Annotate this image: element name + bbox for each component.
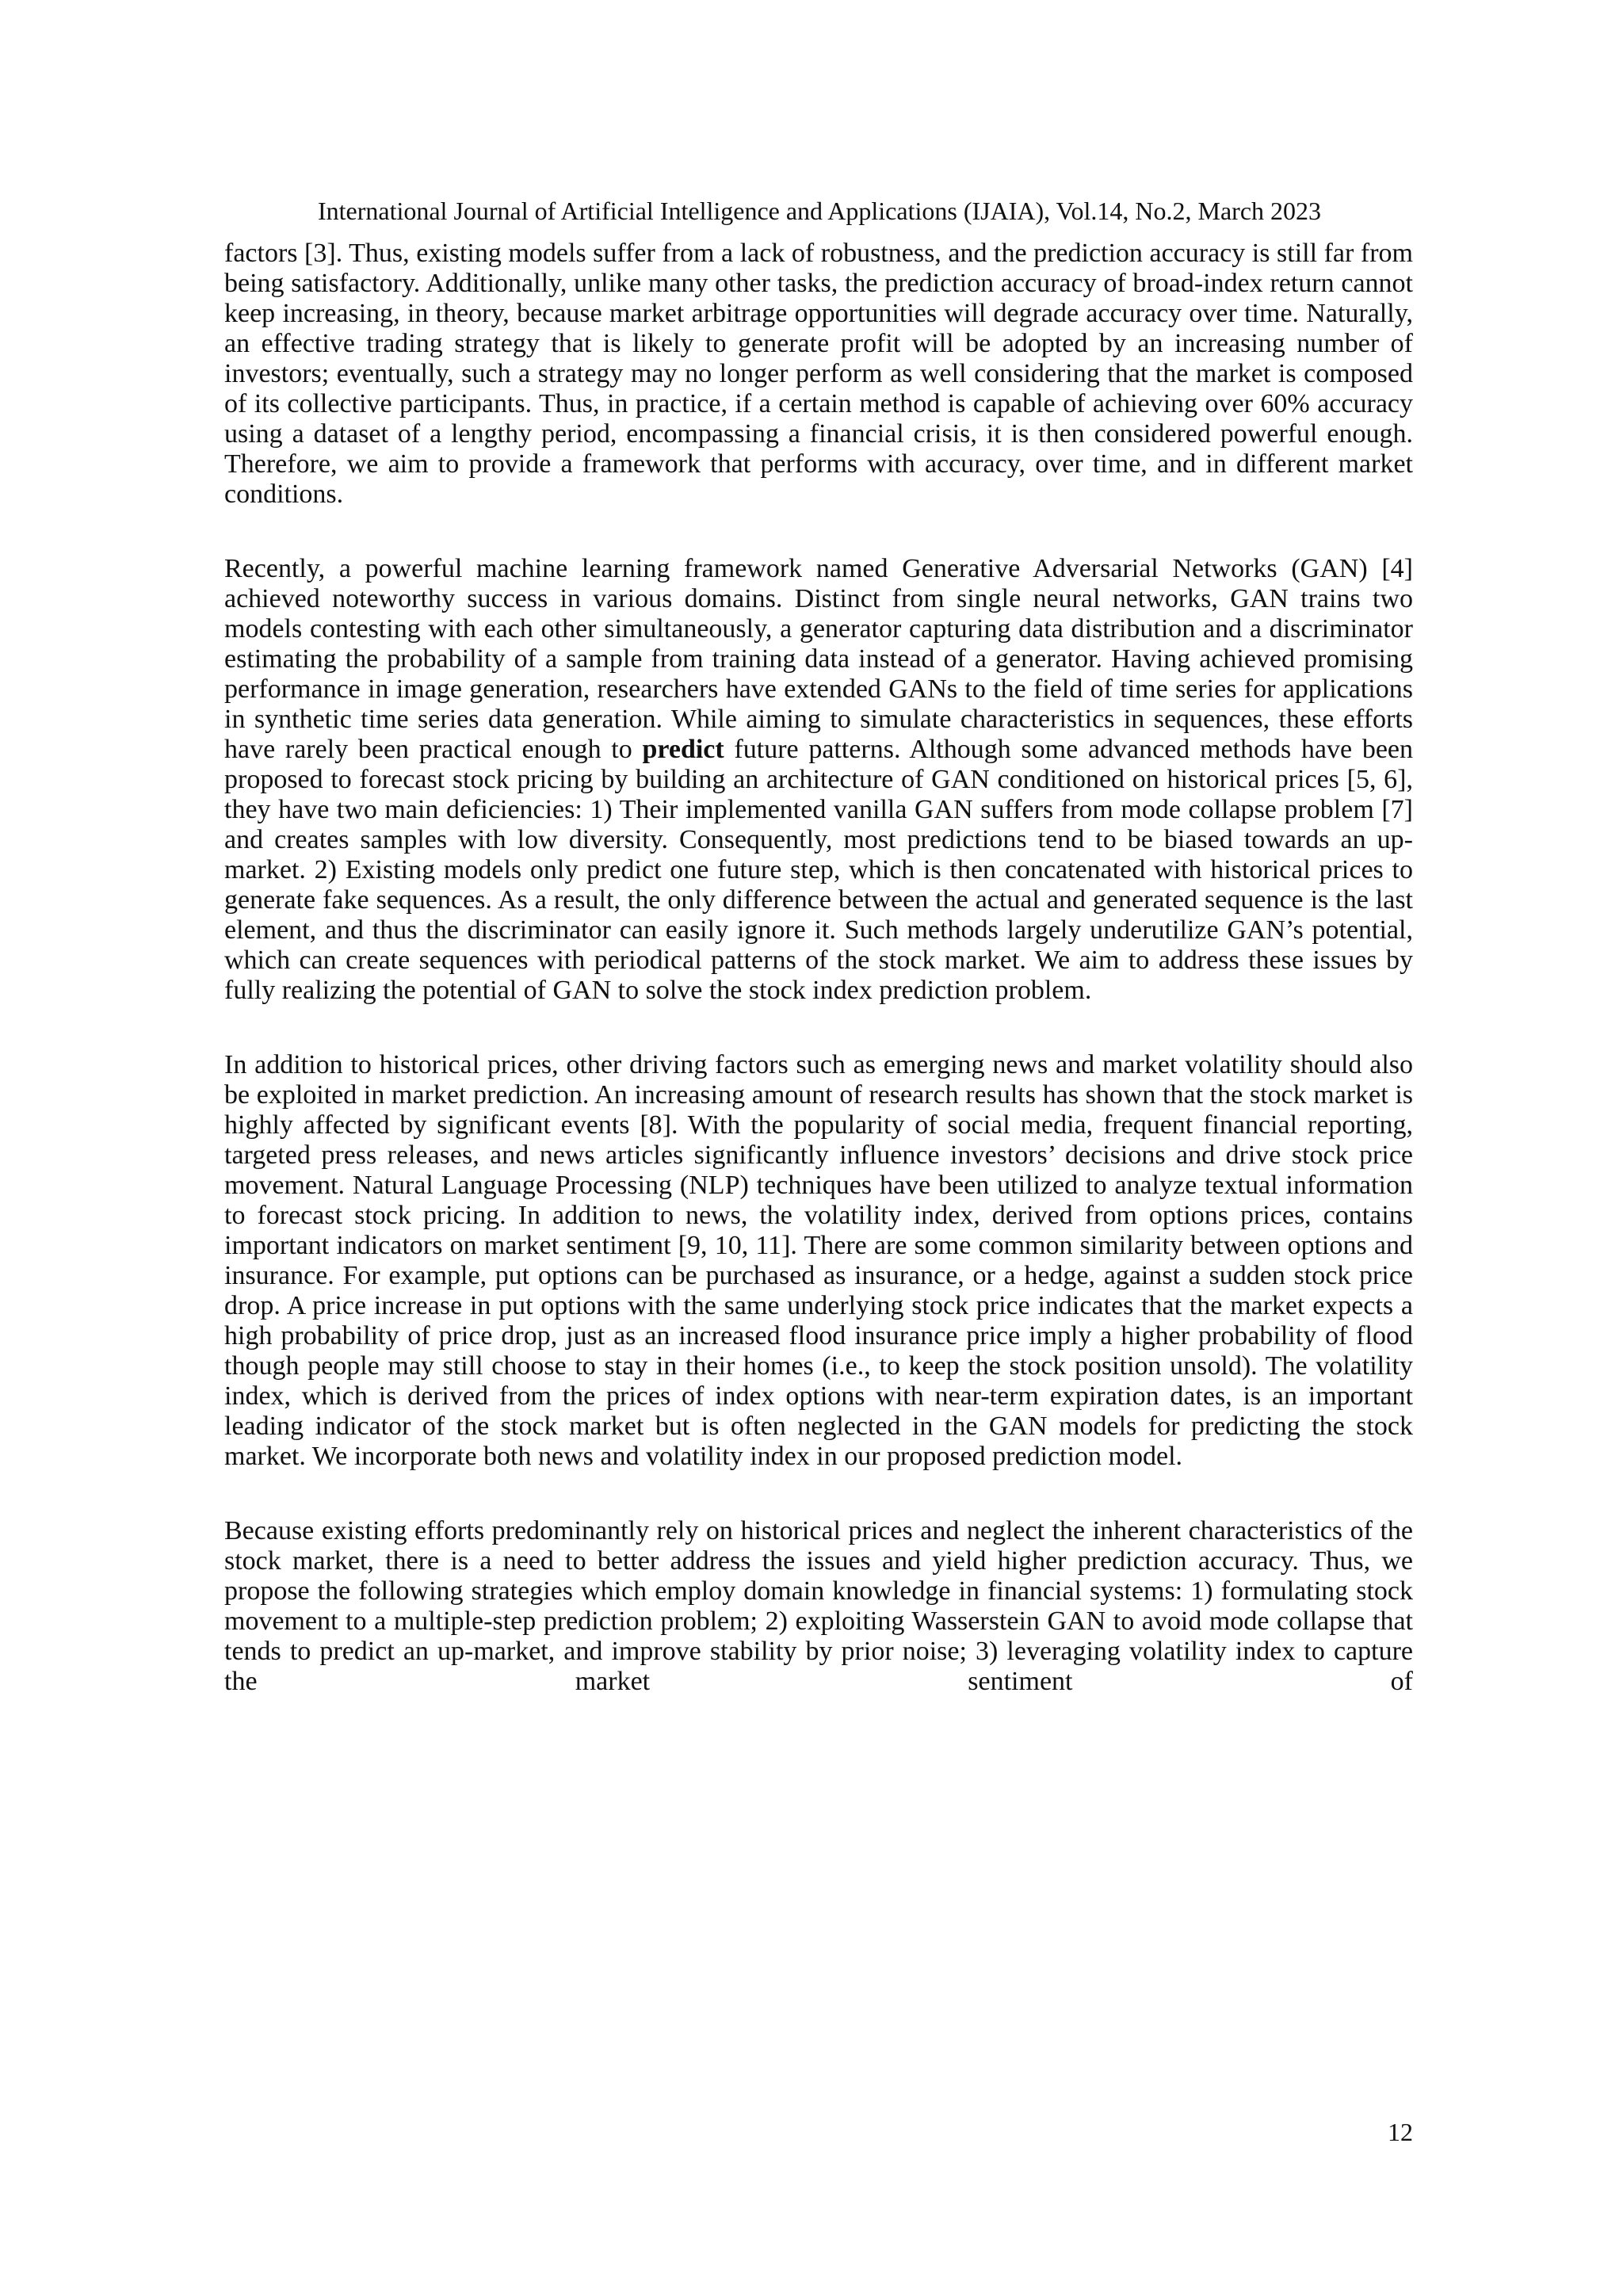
page-number: 12 (1388, 2118, 1413, 2146)
paragraph-gan-background (224, 554, 1413, 1006)
emphasis-predict: predict (642, 735, 724, 764)
body-text (224, 239, 1413, 1697)
paragraph-news-volatility: In addition to historical prices, other driving factors such as emerging news and market volatility should also be exploited in market prediction. An increasing amount of research results has shown that the stock market is highly affected by significant events [8]. With the popularity of social media, frequent financial reporting, targeted press releases, and news articles significantly influence investors’ decisions and drive stock price movement. Natural Language Processing (NLP) techniques have been utilized to analyze textual information to forecast stock pricing. In addition to news, the volatility index, derived from options prices, contains important indicators on market sentiment [9, 10, 11]. There are some common similarity between options and insurance. For example, put options can be purchased as insurance, or a hedge, against a sudden stock price drop. A price increase in put options with the same underlying stock price indicates that the market expects a high probability of price drop, just as an increased flood insurance price imply a higher probability of flood though people may still choose to stay in their homes (i.e., to keep the stock position unsold). The volatility index, which is derived from the prices of index options with near-term expiration dates, is an important leading indicator of the stock market but is often neglected in the GAN models for predicting the stock market. We incorporate both news and volatility index in our proposed prediction model. (224, 1050, 1413, 1471)
paragraph-proposed-strategies: Because existing efforts predominantly rely on historical prices and neglect the inherent characteristics of the stock market, there is a need to better address the issues and yield higher prediction accuracy. Thus, we propose the following strategies which employ domain knowledge in financial systems: 1) formulating stock movement to a multiple-step prediction problem; 2) exploiting Wasserstein GAN to avoid mode collapse that tends to predict an up-market, and improve stability by prior noise; 3) leveraging volatility index to capture the market sentiment of (224, 1516, 1413, 1696)
paragraph-robustness: factors [3]. Thus, existing models suffer from a lack of robustness, and the prediction accuracy is still far from being satisfactory. Additionally, unlike many other tasks, the prediction accuracy of broad-index return cannot keep increasing, in theory, because market arbitrage opportunities will degrade accuracy over time. Naturally, an effective trading strategy that is likely to generate profit will be adopted by an increasing number of investors; eventually, such a strategy may no longer perform as well considering that the market is composed of its collective participants. Thus, in practice, if a certain method is capable of achieving over 60% accuracy using a dataset of a lengthy period, encompassing a financial crisis, it is then considered powerful enough. Therefore, we aim to provide a framework that performs with accuracy, over time, and in different market conditions. (224, 239, 1413, 509)
paragraph-gan-text-2: future patterns. Although some advanced methods have been proposed to forecast stock pricing by building an architecture of GAN conditioned on historical prices [5, 6], they have two main deficiencies: 1) Their implemented vanilla GAN suffers from mode collapse problem [7] and creates samples with low diversity. Consequently, most predictions tend to be biased towards an up-market. 2) Existing models only predict one future step, which is then concatenated with historical prices to generate fake sequences. As a result, the only difference between the actual and generated sequence is the last element, and thus the discriminator can easily ignore it. Such methods largely underutilize GAN’s potential, which can create sequences with periodical patterns of the stock market. We aim to address these issues by fully realizing the potential of GAN to solve the stock index prediction problem. (224, 735, 1413, 1005)
paragraph-gan-text-1: Recently, a powerful machine learning framework named Generative Adversarial Networks (GAN) [4] achieved noteworthy success in various domains. Distinct from single neural networks, GAN trains two models contesting with each other simultaneously, a generator capturing data distribution and a discriminator estimating the probability of a sample from training data instead of a generator. Having achieved promising performance in image generation, researchers have extended GANs to the field of time series for applications in synthetic time series data generation. While aiming to simulate characteristics in sequences, these efforts have rarely been practical enough to (224, 554, 1413, 764)
running-header: International Journal of Artificial Intelligence and Applications (IJAIA), Vol.14, No.2, March 2023 (317, 197, 1322, 225)
